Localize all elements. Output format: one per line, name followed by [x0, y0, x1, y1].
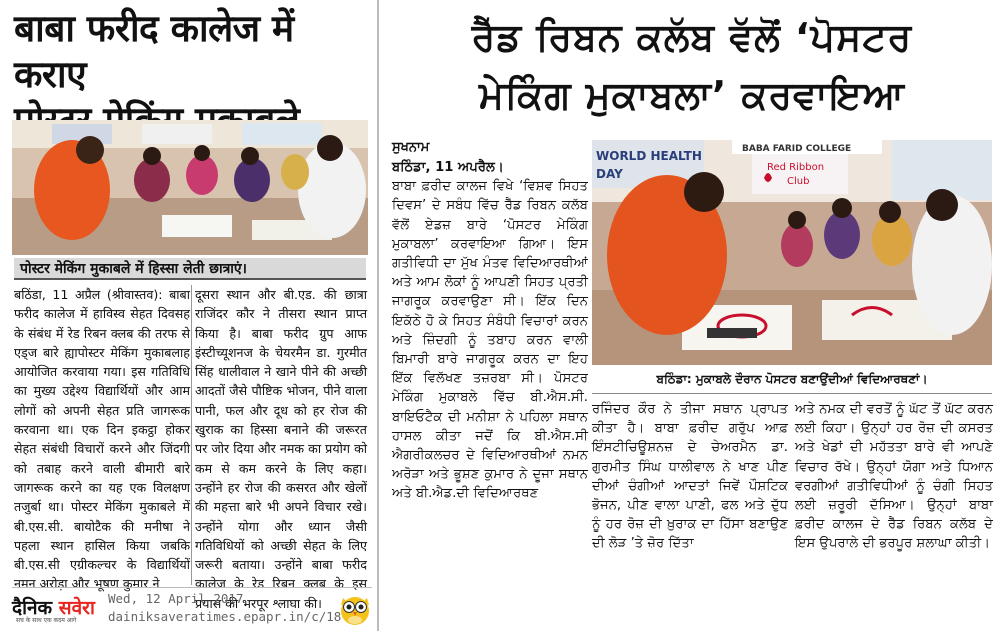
newspaper-tagline: सच के साथ एक कदम आगे [16, 617, 77, 624]
banner-club-1: Red Ribbon [767, 162, 825, 173]
byline-name: ਸੁਖਨਾਮ [392, 140, 430, 155]
punjabi-col1-text: ਬਾਬਾ ਫ਼ਰੀਦ ਕਾਲਜ ਵਿਖੇ ‘ਵਿਸ਼ਵ ਸਿਹਤ ਦਿਵਸ’ ਦੇ ਸਬੰਧ ਵਿੱਚ ਰੈੱਡ ਰਿਬਨ ਕਲੱਬ ਵੱਲੋਂ ਏਡਜ਼ ਬਾਰੇ ‘ਪੋਸਟਰ ਮੇਕਿੰਗ ਮੁਕਾਬਲਾ’ ਕਰਵਾਇਆ ਗਿਆ। ਇਸ ਗਤੀਵਿਧੀ ਦਾ ਮੁੱਖ ਮੰਤਵ ਵਿਦਿਆਰਥੀਆਂ ਅਤੇ ਆਮ ਲੋਕਾਂ ਨੂੰ ਆਪਣੀ ਸਿਹਤ ਪ੍ਰਤੀ ਜਾਗਰੂਕ ਕਰਵਾਉਣਾ ਸੀ। ਇੱਕ ਦਿਨ ਇਕੱਠੇ ਹੋ ਕੇ ਸਿਹਤ ਸੰਬੰਧੀ ਵਿਚਾਰਾਂ ਕਰਨ ਅਤੇ ਜ਼ਿੰਦਗੀ ਨੂੰ ਤਬਾਹ ਕਰਨ ਵਾਲੀ ਬਿਮਾਰੀ ਬਾਰੇ ਜਾਗਰੂਕ ਕਰਨ ਦਾ ਇਹ ਇੱਕ ਵਿਲੱਖਣ ਤਜ਼ਰਬਾ ਸੀ। ਪੋਸਟਰ ਮੇਕਿੰਗ ਮੁਕਾਬਲੇ ਵਿੱਚ ਬੀ.ਐਸ.ਸੀ. ਬਾਇਓਟੈਕ ਦੀ ਮਨੀਸ਼ਾ ਨੇ ਪਹਿਲਾ ਸਥਾਨ ਹਾਸਲ ਕੀਤਾ ਜਦੋਂ ਕਿ ਬੀ.ਐਸ.ਸੀ ਐਗਰੀਕਲਚਰ ਦੇ ਵਿਦਿਆਰਥੀਆਂ ਨਮਨ ਅਰੋੜਾ ਅਤੇ ਭੂਸ਼ਣ ਕੁਮਾਰ ਨੇ ਦੂਜਾ ਸਥਾਨ ਅਤੇ ਬੀ.ਐਡ.ਦੀ ਵਿਦਿਆਰਥਣ [392, 179, 588, 502]
owl-icon [338, 590, 372, 626]
byline [392, 140, 429, 155]
hindi-body-column-1: बठिंडा, 11 अप्रैल (श्रीवास्तव): बाबा फरीद कालेज में हाविस्व सेहत दिवसह के संबंध में रेड रिबन क्लब की तरफ से एड्ज बारे ह्यापोस्टर मेकिंग मुकाबलाह आयोजित करवाया गया। इस गतिविधि का मुख्य उद्देश्य विद्यार्थियों और आम लोगों को अपनी सेहत प्रति जागरूक करवाना था। एक दिन इकट्ठा होकर सेहत संबंधी विचारों करने और जिंदगी को तबाह करने वाली बीमारी बारे जागरूक करने का यह एक विलक्षण तजुर्बा था। पोस्टर मेकिंग मुकाबले में बी.एस.सी. बायोटैक की मनीषा ने पहला स्थान हासिल किया जबकि बी.एस.सी एग्रीकल्चर के विद्यार्थियों नमन अरोड़ा और भूषण कुमार ने [14, 287, 190, 592]
logo-text-2: सवेरा [58, 597, 95, 619]
punjabi-headline-line1: ਰੈੱਡ ਰਿਬਨ ਕਲੱਬ ਵੱਲੋਂ ‘ਪੋਸਟਰ [471, 15, 913, 59]
hindi-body-column-2: दूसरा स्थान और बी.एड. की छात्रा राजिंदर कौर ने तीसरा स्थान प्राप्त किया है। बाबा फरीद ग्रुप आफ इंस्टीच्यूशनज के चेयरमैन डा. गुरमीत सिंह धालीवाल ने खाने पीने की अच्छी आदतों जैसे पौष्टिक भोजन, पीने वाला पानी, फल और दूध को हर रोज की खुराक का हिस्सा बनाने की जरूरत पर जोर दिया और नमक का प्रयोग को कम से कम करने के लिए कहा। उन्होंने हर रोज की कसरत और खेलों की महत्ता बारे भी अपने विचार रखे। उन्होंने योगा और ध्यान जैसी गतिविधियों को अच्छी सेहत के लिए जरूरी बताया। उन्होंने बाबा फरीद कालेज के रेड रिबन क्लब के इस प्रयास की भरपूर श्लाघा की। [195, 287, 367, 611]
edition-date: Wed, 12 April 2017 [108, 591, 244, 606]
students-painting-photo [12, 120, 368, 255]
punjabi-headline [392, 8, 992, 124]
punjabi-headline-line2: ਮੇਕਿੰਗ ਮੁਕਾਬਲਾ’ ਕਰਵਾਇਆ [478, 73, 906, 117]
page-divider [377, 0, 379, 631]
column-divider [191, 285, 192, 585]
banner-club-2: Club [787, 176, 810, 187]
banner-college: BABA FARID COLLEGE [742, 144, 852, 154]
left-article-photo [12, 120, 368, 255]
students-painting-photo-large [592, 140, 992, 365]
right-photo-caption: ਬਠਿੰਡਾ: ਮੁਕਾਬਲੇ ਦੌਰਾਨ ਪੋਸਟਰ ਬਣਾਉਂਦੀਆਂ ਵਿਦਿਆਰਥਣਾਂ। [656, 372, 928, 386]
punjabi-body-column-2: ਰਜਿੰਦਰ ਕੌਰ ਨੇ ਤੀਜਾ ਸਥਾਨ ਪ੍ਰਾਪਤ ਕੀਤਾ ਹੈ। ਬਾਬਾ ਫ਼ਰੀਦ ਗਰੁੱਪ ਆਫ਼ ਇੰਸਟੀਚਿਊਸ਼ਨਜ਼ ਦੇ ਚੇਅਰਮੈਨ ਡਾ. ਗੁਰਮੀਤ ਸਿੰਘ ਧਾਲੀਵਾਲ ਨੇ ਖਾਣ ਪੀਣ ਦੀਆਂ ਚੰਗੀਆਂ ਆਦਤਾਂ ਜਿਵੇਂ ਪੌਸ਼ਟਿਕ ਭੋਜਨ, ਪੀਣ ਵਾਲਾ ਪਾਣੀ, ਫਲ ਅਤੇ ਦੁੱਧ ਨੂੰ ਹਰ ਰੋਜ਼ ਦੀ ਖ਼ੁਰਾਕ ਦਾ ਹਿੱਸਾ ਬਣਾਉਣ ਦੀ ਲੋੜ ’ਤੇ ਜ਼ੋਰ ਦਿੱਤਾ [592, 402, 788, 552]
source-url[interactable]: dainiksaveratimes.epapr.in/c/18 [108, 609, 342, 624]
right-article-photo [592, 140, 992, 365]
photo-rule [592, 393, 992, 394]
left-photo-caption: पोस्टर मेकिंग मुकाबले में हिस्सा लेती छात्राएं। [14, 258, 366, 280]
byline-place: ਬਠਿੰਡਾ, 11 ਅਪਰੈਲ। [392, 160, 504, 175]
hindi-headline-line1: बाबा फरीद कालेज में कराए [14, 7, 294, 96]
logo-text-1: दैनिक [12, 597, 59, 619]
banner-world-health: WORLD HEALTH [596, 149, 702, 163]
punjabi-body-column-1 [392, 158, 588, 504]
punjabi-body-column-3: ਅਤੇ ਨਮਕ ਦੀ ਵਰਤੋਂ ਨੂੰ ਘੱਟ ਤੋਂ ਘੱਟ ਕਰਨ ਲਈ ਕਿਹਾ। ਉਨ੍ਹਾਂ ਹਰ ਰੋਜ਼ ਦੀ ਕਸਰਤ ਅਤੇ ਖੇਡਾਂ ਦੀ ਮਹੱਤਤਾ ਬਾਰੇ ਵੀ ਆਪਣੇ ਵਿਚਾਰ ਰੱਖੇ। ਉਨ੍ਹਾਂ ਯੋਗਾ ਅਤੇ ਧਿਆਨ ਵਰਗੀਆਂ ਗਤੀਵਿਧੀਆਂ ਨੂੰ ਚੰਗੀ ਸਿਹਤ ਲਈ ਜ਼ਰੂਰੀ ਦੱਸਿਆ। ਉਨ੍ਹਾਂ ਬਾਬਾ ਫ਼ਰੀਦ ਕਾਲਜ ਦੇ ਰੈੱਡ ਰਿਬਨ ਕਲੱਬ ਦੇ ਇਸ ਉਪਰਾਲੇ ਦੀ ਭਰਪੂਰ ਸ਼ਲਾਘਾ ਕੀਤੀ। [795, 402, 993, 552]
banner-day: DAY [596, 167, 623, 181]
footer [12, 587, 372, 627]
